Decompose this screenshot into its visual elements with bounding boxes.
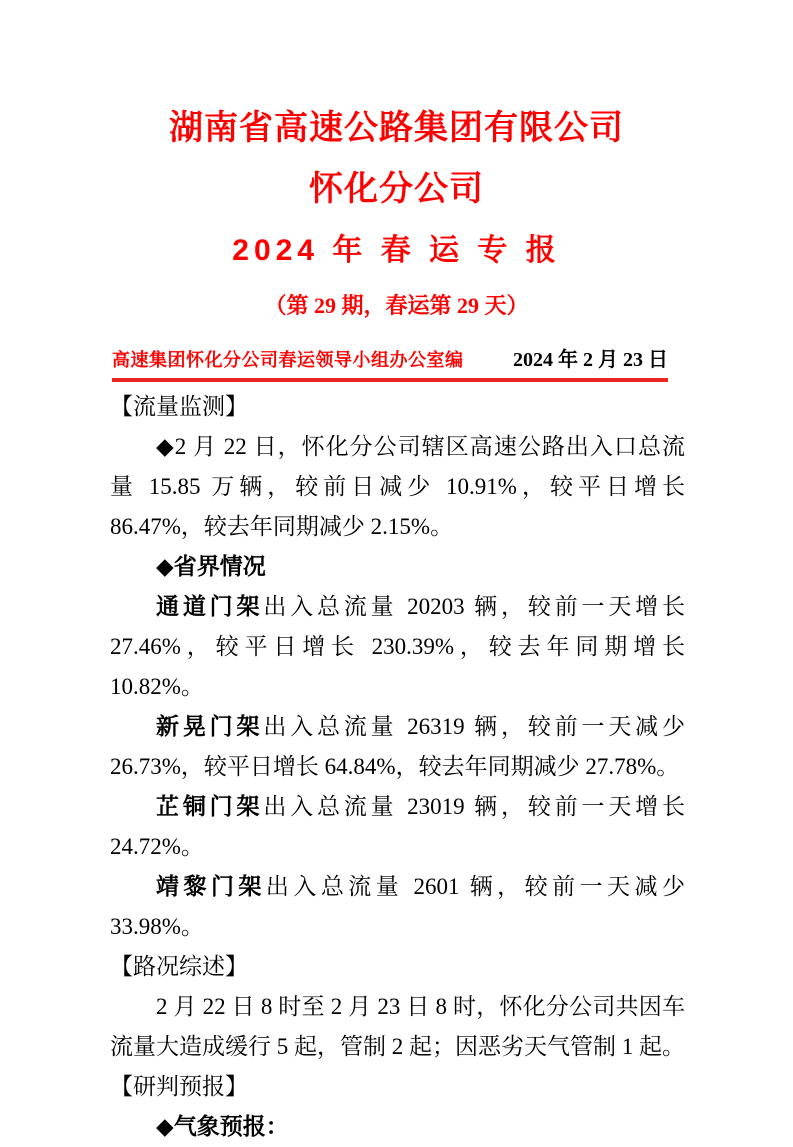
province-border-label: 省界情况: [173, 554, 266, 579]
diamond-bullet-icon: ◆: [156, 554, 174, 579]
gantry-text: 出入总流量 23019 辆，较前一天增长 24.72%。: [110, 794, 686, 859]
gantry-paragraph-xinhuang: [110, 707, 685, 787]
weather-forecast-label: 气象预报：: [173, 1114, 289, 1139]
diamond-bullet-icon: ◆: [156, 434, 175, 459]
gantry-name: 芷铜门架: [156, 794, 264, 819]
gantry-name: 通道门架: [156, 594, 264, 619]
document-header: [0, 0, 793, 330]
issue-date: 2024 年 2 月 23 日: [513, 349, 668, 371]
section-header-flow-monitoring: 【流量监测】: [110, 394, 248, 419]
weather-forecast-subheader: [110, 1107, 685, 1147]
total-flow-text: 2 月 22 日，怀化分公司辖区高速公路出入口总流量 15.85 万辆，较前日减少 10.91%，较平日增长 86.47%，较去年同期减少 2.15%。: [110, 434, 685, 539]
document-body: [110, 387, 685, 1147]
gantry-text: 出入总流量 26319 辆，较前一天减少 26.73%，较平日增长 64.84%，较去年同期减少 27.78%。: [110, 714, 686, 779]
road-summary-paragraph: 2 月 22 日 8 时至 2 月 23 日 8 时，怀化分公司共因车流量大造成缓行 5 起，管制 2 起；因恶劣天气管制 1 起。: [110, 994, 685, 1059]
title-report-name: 2024 年 春 运 专 报: [232, 234, 561, 267]
section-header-forecast: 【研判预报】: [110, 1074, 248, 1099]
editor-office-label: 高速集团怀化分公司春运领导小组办公室编: [112, 350, 464, 370]
gantry-text: 出入总流量 20203 辆，较前一天增长 27.46%，较平日增长 230.39%，较去年同期增长 10.82%。: [110, 594, 686, 699]
gantry-name: 靖黎门架: [156, 874, 266, 899]
diamond-bullet-icon: ◆: [156, 1114, 174, 1139]
gantry-paragraph-tongdao: [110, 587, 685, 707]
total-flow-paragraph: [110, 427, 685, 547]
masthead-rule-line: [112, 348, 668, 382]
title-branch: 怀化分公司: [309, 170, 484, 208]
gantry-paragraph-zhitong: [110, 787, 685, 867]
issue-number-line: （第 29 期，春运第 29 天）: [264, 293, 529, 318]
title-company: 湖南省高速公路集团有限公司: [169, 109, 624, 147]
gantry-name: 新晃门架: [156, 714, 264, 739]
province-border-subheader: [110, 547, 685, 587]
gantry-text: 出入总流量 2601 辆，较前一天减少 33.98%。: [110, 874, 686, 939]
section-header-road-summary: 【路况综述】: [110, 954, 248, 979]
gantry-paragraph-jingli: [110, 867, 685, 947]
